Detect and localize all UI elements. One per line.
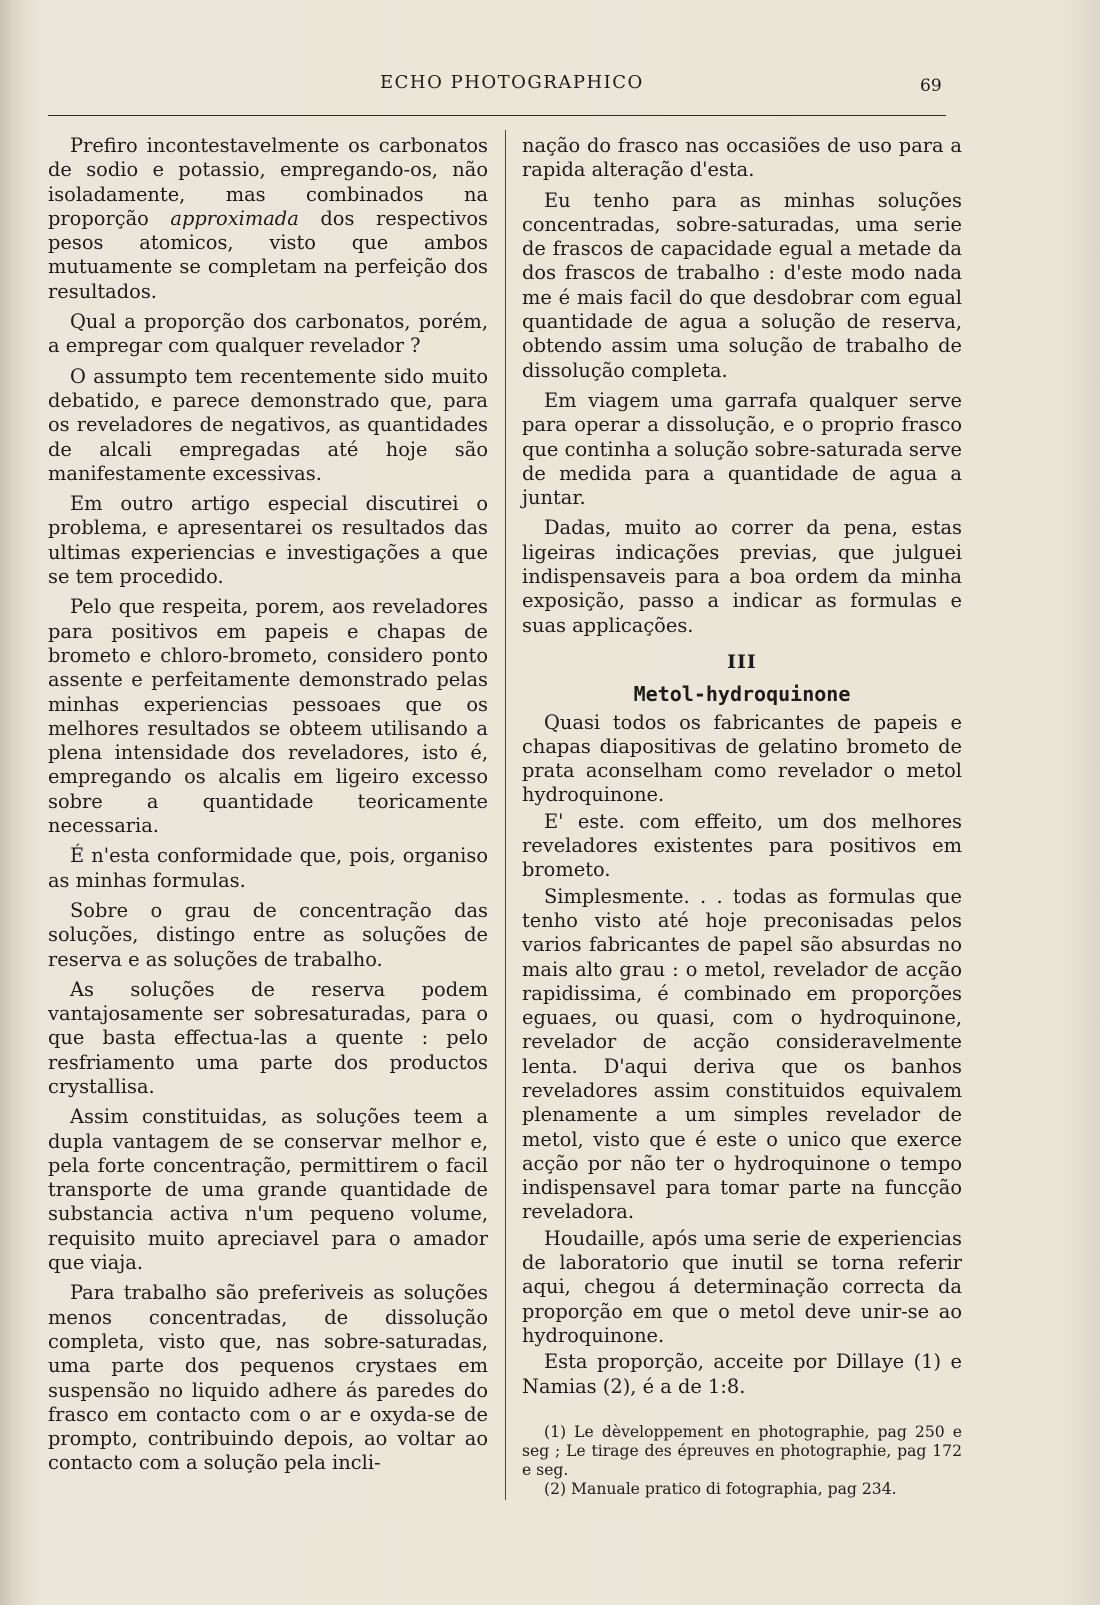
column-divider (505, 130, 506, 1500)
running-title: ECHO PHOTOGRAPHICO (380, 72, 644, 93)
section-title: Metol-hydroquinone (633, 682, 851, 707)
paragraph: Prefiro incontestavelmente os carbonatos de sodio e potassio, empregando-os, não isoladamente, mas combinados na proporção approximada dos respectivos pesos atomicos, visto que ambos mutuamente se completam na perfeição dos resultados. (48, 134, 488, 303)
paragraph: Eu tenho para as minhas soluções concentradas, sobre-saturadas, uma serie de frascos de capacidade egual a metade da dos frascos de trabalho : d'este modo nada me é mais facil do que desdobrar com egual quantidade de agua a solução de reserva, obtendo assim uma solução de trabalho de dissolução completa. (522, 188, 962, 382)
section-number: III (727, 650, 757, 673)
footnote-marker: (2) (544, 1479, 567, 1498)
paragraph: E' este. com effeito, um dos melhores reveladores existentes para positivos em brometo. (522, 809, 962, 882)
paragraph: Em outro artigo especial discutirei o problema, e apresentarei os resultados das ultimas experiencias e investigações a que se tem procedido. (48, 492, 488, 589)
paragraph: Quasi todos os fabricantes de papeis e chapas diapositivas de gelatino brometo de prata aconselham como revelador o metol hydroquinone. (522, 710, 962, 807)
emphasis: approximada (170, 206, 299, 230)
footnote: (2) Manuale pratico di fotographia, pag 234. (544, 1479, 897, 1498)
paragraph: Assim constituidas, as soluções teem a dupla vantagem de se conservar melhor e, pela forte concentração, permittirem o facil transporte de uma grande quantidade de substancia activa n'um pequeno volume, requisito muito apreciavel para o amador que viaja. (48, 1105, 488, 1275)
footnote: (1) Le dèveloppement en photographie, pag 250 e seg ; Le tirage des épreuves en photographie, pag 172 e seg. (522, 1422, 962, 1479)
footnote-ref: (2) (602, 1374, 631, 1398)
paragraph: Pelo que respeita, porem, aos reveladores para positivos em papeis e chapas de brometo e chloro-brometo, considero ponto assente e perfeitamente demonstrado pelas minhas experiencias pessoaes que os melhores resultados se obteem utilisando a plena intensidade dos reveladores, isto é, empregando os alcalis em ligeiro excesso sobre a quantidade teoricamente necessaria. (48, 595, 488, 838)
paragraph: Dadas, muito ao correr da pena, estas ligeiras indicações previas, que julguei indispensaveis para a boa ordem da minha exposição, passo a indicar as formulas e suas applicações. (522, 516, 962, 637)
header-rule (48, 115, 946, 116)
footnote-ref: (1) (913, 1350, 942, 1374)
paragraph: Para trabalho são preferiveis as soluções menos concentradas, de dissolução completa, visto que, nas sobre-saturadas, uma parte dos pequenos crystaes em suspensão no liquido adhere ás paredes do frasco em contacto com o ar e oxyda-se de prompto, contribuindo depois, ao voltar ao contacto com a solução pela incli- (48, 1281, 488, 1475)
paragraph: Simplesmente. . . todas as formulas que tenho visto até hoje preconisadas pelos varios fabricantes de papel são absurdas no mais alto grau : o metol, revelador de acção rapidissima, é combinado em proporções eguaes, ou quasi, com o hydroquinone, revelador de acção consideravelmente lenta. D'aqui deriva que os banhos reveladores assim constituidos equivalem plenamente a um simples revelador de metol, visto que é este o unico que exerce acção por não ter o hydroquinone o tempo indispensavel para tomar parte na funcção reveladora. (522, 884, 962, 1224)
paragraph: Em viagem uma garrafa qualquer serve para operar a dissolução, e o proprio frasco que continha a solução sobre-saturada serve de medida para a quantidade de agua a juntar. (522, 388, 962, 510)
page-number: 69 (920, 76, 942, 96)
paragraph: O assumpto tem recentemente sido muito debatido, e parece demonstrado que, para os reveladores de negativos, as quantidades de alcali empregadas até hoje são manifestamente excessivas. (48, 364, 488, 485)
paragraph: As soluções de reserva podem vantajosamente ser sobresaturadas, para o que basta effectua-las a quente : pelo resfriamento uma parte dos productos crystallisa. (48, 977, 488, 1098)
left-column (48, 134, 488, 1482)
paragraph-continuation: nação do frasco nas occasiões de uso para a rapida alteração d'esta. (522, 134, 962, 182)
footnotes (522, 1423, 962, 1499)
right-column (522, 134, 962, 1499)
paragraph: Qual a proporção dos carbonatos, porém, a empregar com qualquer revelador ? (48, 310, 488, 358)
footnote-marker: (1) (544, 1422, 567, 1441)
paragraph-with-references: Esta proporção, acceite por Dillaye (1) e Namias (2), é a de 1:8. (522, 1350, 962, 1398)
paragraph: Sobre o grau de concentração das soluções, distingo entre as soluções de reserva e as soluções de trabalho. (48, 898, 488, 971)
running-header (0, 72, 1100, 102)
paragraph: É n'esta conformidade que, pois, organiso as minhas formulas. (48, 844, 488, 892)
paragraph: Houdaille, após uma serie de experiencias de laboratorio que inutil se torna referir aqui, chegou á determinação correcta da proporção em que o metol deve unir-se ao hydroquinone. (522, 1226, 962, 1347)
